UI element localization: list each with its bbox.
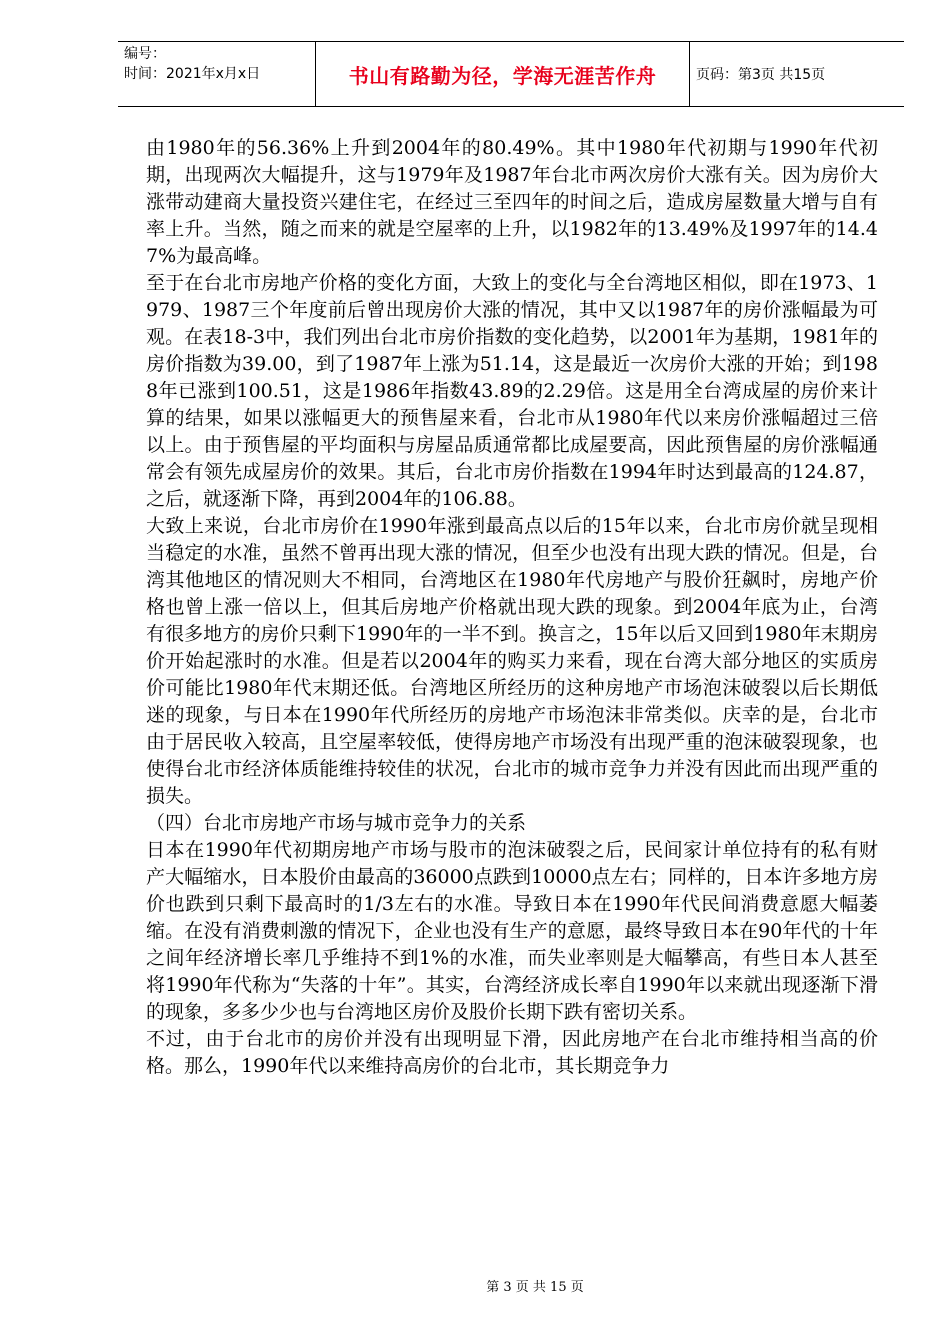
number-label: 编号：	[124, 46, 166, 62]
page-footer: 第 3 页 共 15 页	[486, 1280, 584, 1295]
header-meta	[118, 42, 315, 106]
paragraph: 至于在台北市房地产价格的变化方面，大致上的变化与全台湾地区相似，即在1973、1979、1987三个年度前后曾出现房价大涨的情况，其中又以1987年的房价涨幅最为可观。在表18-3中，我们列出台北市房价指数的变化趋势，以2001年为基期，1981年的房价指数为39.00，到了1987年上涨为51.14，这是最近一次房价大涨的开始；到1988年已涨到100.51，这是1986年指数43.89的2.29倍。这是用全台湾成屋的房价来计算的结果，如果以涨幅更大的预售屋来看，台北市从1980年代以来房价涨幅超过三倍以上。由于预售屋的平均面积与房屋品质通常都比成屋要高，因此预售屋的房价涨幅通常会有领先成屋房价的效果。其后，台北市房价指数在1994年时达到最高的124.87，之后，就逐渐下降，再到2004年的106.88。	[146, 272, 878, 510]
section-heading: （四）台北市房地产市场与城市竞争力的关系	[146, 812, 527, 834]
header-motto: 书山有路勤为径，学海无涯苦作舟	[315, 42, 690, 106]
time-label: 时间：2021年x月x日	[124, 66, 261, 82]
paragraph: 不过，由于台北市的房价并没有出现明显下滑，因此房地产在台北市维持相当高的价格。那么，1990年代以来维持高房价的台北市，其长期竞争力	[146, 1028, 878, 1077]
paragraph: 由1980年的56.36%上升到2004年的80.49%。其中1980年代初期与1990年代初期，出现两次大幅提升，这与1979年及1987年台北市两次房价大涨有关。因为房价大涨带动建商大量投资兴建住宅，在经过三至四年的时间之后，造成房屋数量大增与自有率上升。当然，随之而来的就是空屋率的上升，以1982年的13.49%及1997年的14.47%为最高峰。	[146, 137, 878, 267]
paragraph: 大致上来说，台北市房价在1990年涨到最高点以后的15年以来，台北市房价就呈现相当稳定的水准，虽然不曾再出现大涨的情况，但至少也没有出现大跌的情况。但是，台湾其他地区的情况则大不相同，台湾地区在1980年代房地产与股价狂飙时，房地产价格也曾上涨一倍以上，但其后房地产价格就出现大跌的现象。到2004年底为止，台湾有很多地方的房价只剩下1990年的一半不到。换言之，15年以后又回到1980年末期房价开始起涨时的水准。但是若以2004年的购买力来看，现在台湾大部分地区的实质房价可能比1980年代末期还低。台湾地区所经历的这种房地产市场泡沫破裂以后长期低迷的现象，与日本在1990年代所经历的房地产市场泡沫非常类似。庆幸的是，台北市由于居民收入较高，且空屋率较低，使得房地产市场没有出现严重的泡沫破裂现象，也使得台北市经济体质能维持较佳的状况，台北市的城市竞争力并没有因此而出现严重的损失。	[146, 515, 878, 807]
document-body	[146, 135, 878, 1080]
paragraph: 日本在1990年代初期房地产市场与股市的泡沫破裂之后，民间家计单位持有的私有财产大幅缩水，日本股价由最高的36000点跌到10000点左右；同样的，日本许多地方房价也跌到只剩下最高时的1/3左右的水准。导致日本在1990年代民间消费意愿大幅萎缩。在没有消费刺激的情况下，企业也没有生产的意愿，最终导致日本在90年代的十年之间年经济增长率几乎维持不到1%的水准，而失业率则是大幅攀高，有些日本人甚至将1990年代称为“失落的十年”。其实，台湾经济成长率自1990年以来就出现逐渐下滑的现象，多多少少也与台湾地区房价及股价长期下跌有密切关系。	[146, 839, 878, 1023]
document-header	[118, 41, 904, 107]
header-page-code: 页码：第3页 共15页	[696, 67, 826, 83]
